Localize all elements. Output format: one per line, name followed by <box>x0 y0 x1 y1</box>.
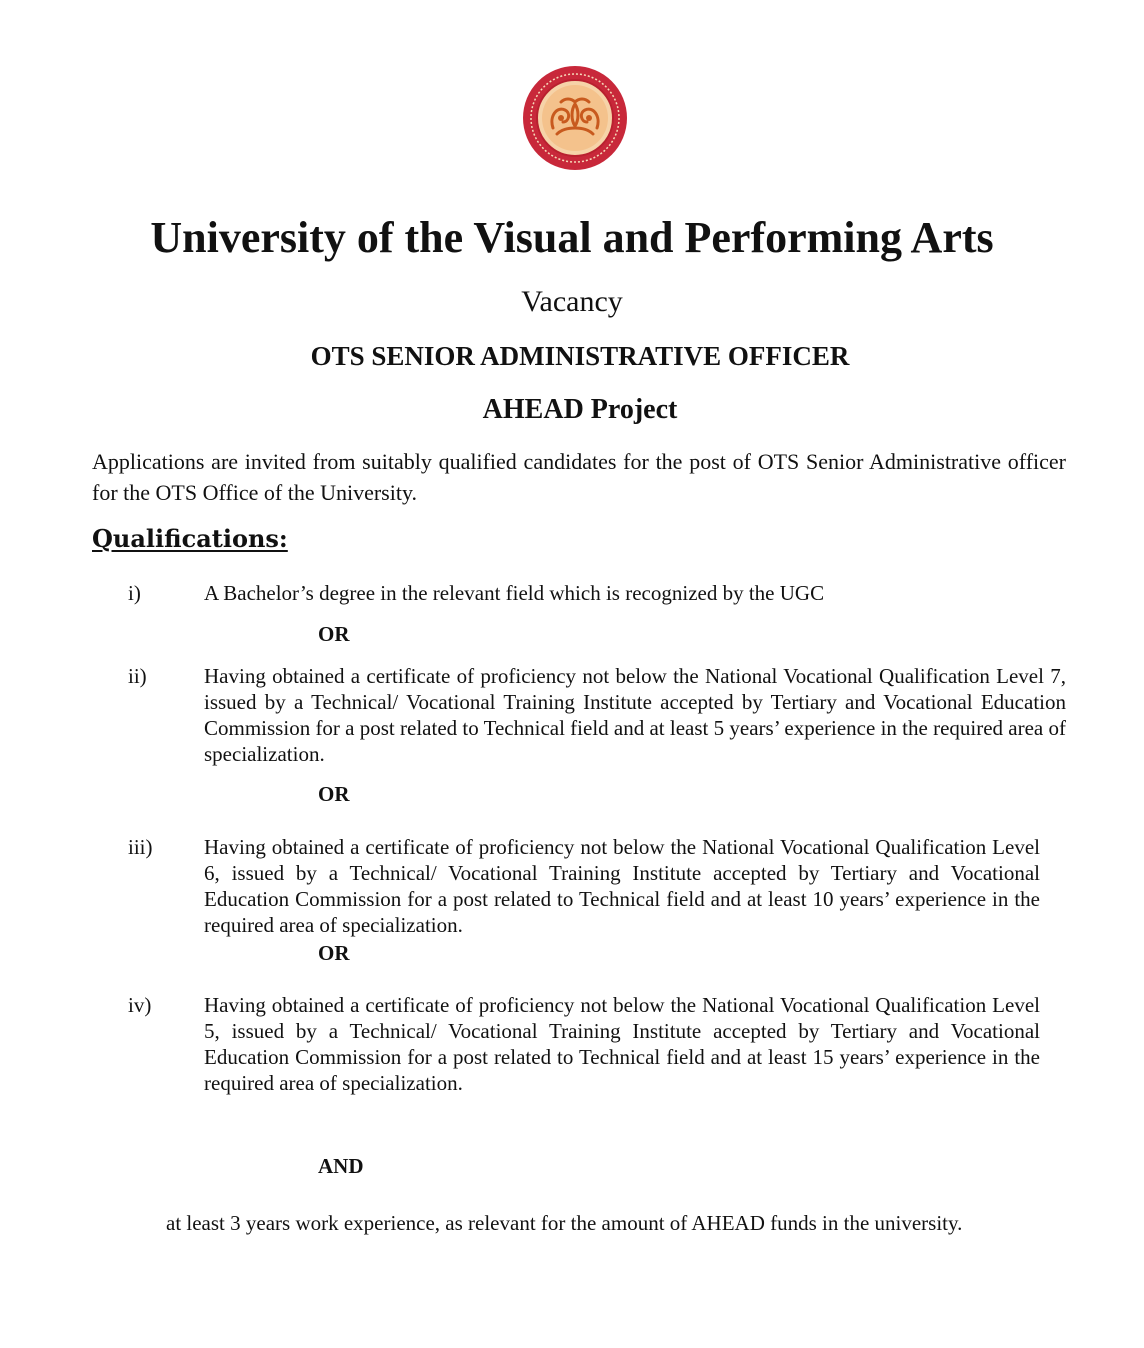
project-name: AHEAD Project <box>482 394 678 425</box>
and-separator: AND <box>318 1154 364 1178</box>
qualification-text: Having obtained a certificate of proficiency not below the National Vocational Qualification Level 6, issued by a Technical/ Vocational Training Institute accepted by Tertiary and Vocational Education Commission for a post related to Technical field and at least 10 years’ experience in the required area of specialization. <box>204 835 1040 937</box>
seal-graphic <box>521 64 629 172</box>
qualification-number: iii) <box>128 835 153 859</box>
qualification-text: Having obtained a certificate of proficiency not below the National Vocational Qualification Level 5, issued by a Technical/ Vocational Training Institute accepted by Tertiary and Vocational Education Commission for a post related to Technical field and at least 15 years’ experience in the required area of specialization. <box>204 993 1040 1095</box>
closing-requirement: at least 3 years work experience, as relevant for the amount of AHEAD funds in the university. <box>166 1211 963 1235</box>
intro-paragraph: Applications are invited from suitably qualified candidates for the post of OTS Senior Administrative officer for the OTS Office of the University. <box>92 449 1066 505</box>
qualification-number: ii) <box>128 664 147 688</box>
or-separator: OR <box>318 622 350 646</box>
university-seal-logo <box>521 64 629 172</box>
qualification-text: Having obtained a certificate of proficiency not below the National Vocational Qualification Level 7, issued by a Technical/ Vocational Training Institute accepted by Tertiary and Vocational Education Commission for a post related to Technical field and at least 5 years’ experience in the required area of specialization. <box>204 664 1066 766</box>
or-separator: OR <box>318 941 350 965</box>
position-title: OTS SENIOR ADMINISTRATIVE OFFICER <box>310 341 850 371</box>
qualification-number: iv) <box>128 993 152 1017</box>
qualifications-heading: Qualifications: <box>92 524 288 553</box>
or-separator: OR <box>318 782 350 806</box>
vacancy-subtitle: Vacancy <box>521 285 623 318</box>
qualification-text: A Bachelor’s degree in the relevant field which is recognized by the UGC <box>204 581 825 605</box>
qualification-number: i) <box>128 581 141 605</box>
university-title: University of the Visual and Performing Arts <box>150 213 994 262</box>
